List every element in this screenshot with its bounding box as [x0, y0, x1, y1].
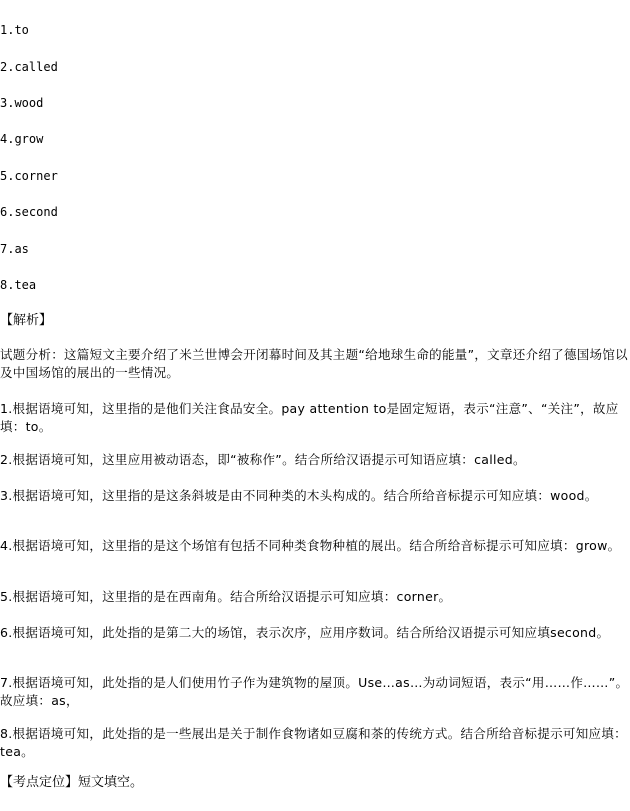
explanation-1: 1.根据语境可知，这里指的是他们关注食品安全。pay attention to是固定短语，表示“注意”、“关注”，故应填：to。 [0, 401, 619, 434]
answer-8: 8.tea [0, 278, 37, 292]
kaodian-line: 【考点定位】短文填空。 [0, 775, 144, 790]
explanation-6: 6.根据语境可知，此处指的是第二大的场馆，表示次序，应用序数词。结合所给汉语提示可知应填second。 [0, 625, 610, 640]
answer-1: 1.to [0, 23, 29, 37]
explanation-7: 7.根据语境可知，此处指的是人们使用竹子作为建筑物的屋顶。Use…as…为动词短语，表示“用……作……”。故应填：as， [0, 675, 629, 708]
explanation-3: 3.根据语境可知，这里指的是这条斜坡是由不同种类的木头构成的。结合所给音标提示可知应填：wood。 [0, 488, 598, 503]
answer-7: 7.as [0, 242, 29, 256]
explanation-8: 8.根据语境可知，此处指的是一些展出是关于制作食物诸如豆腐和茶的传统方式。结合所给音标提示可知应填：tea。 [0, 726, 627, 759]
explanation-4: 4.根据语境可知，这里指的是这个场馆有包括不同种类食物种植的展出。结合所给音标提示可知应填：grow。 [0, 538, 621, 553]
explanation-5: 5.根据语境可知，这里指的是在西南角。结合所给汉语提示可知应填：corner。 [0, 589, 452, 604]
answer-6: 6.second [0, 205, 58, 219]
analysis-heading: 【解析】 [0, 313, 53, 328]
answer-5: 5.corner [0, 169, 58, 183]
summary-paragraph: 试题分析：这篇短文主要介绍了米兰世博会开闭幕时间及其主题“给地球生命的能量”，文章还介绍了德国场馆以及中国场馆的展出的一些情况。 [0, 347, 628, 380]
answer-4: 4.grow [0, 132, 44, 146]
answer-2: 2.called [0, 60, 58, 74]
answer-3: 3.wood [0, 96, 44, 110]
explanation-2: 2.根据语境可知，这里应用被动语态，即“被称作”。结合所给汉语提示可知语应填：called。 [0, 452, 526, 467]
